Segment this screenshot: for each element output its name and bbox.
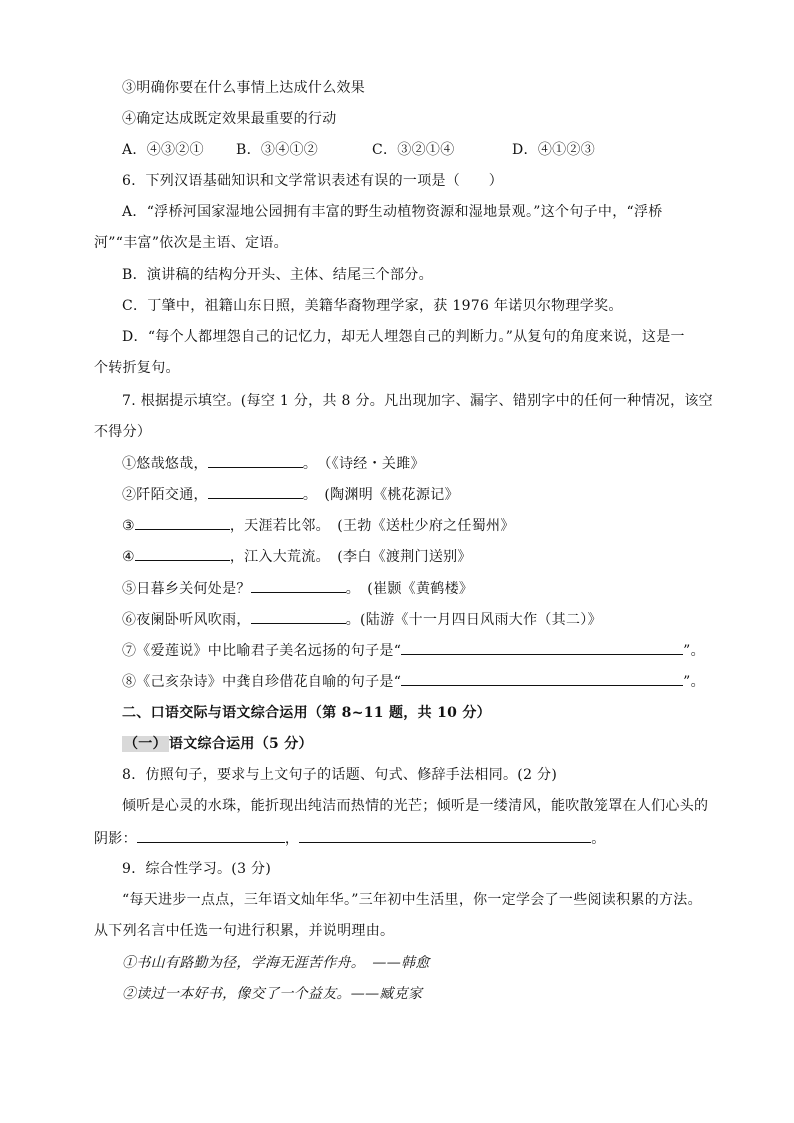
subsection-1-heading: （一） 语文综合运用（5 分） [124,736,313,752]
answer-blank[interactable] [251,578,346,593]
q6-option-d-line1: D．“每个人都埋怨自己的记忆力，却无人埋怨自己的判断力。”从复句的角度来说，这是一 [122,329,685,345]
fill-item-5: ⑤日暮乡关何处是？ 。 (崔颢《黄鹤楼》 [122,578,473,599]
subsection-tag: （一） [124,736,167,752]
answer-blank[interactable] [251,609,346,624]
q8-answer-line: 阴影： ， 。 [94,828,606,849]
answer-blank[interactable] [135,546,230,561]
q9-stem: 9．综合性学习。(3 分) [122,861,272,877]
q8-stem: 8．仿照句子，要求与上文句子的话题、句式、修辞手法相同。(2 分) [122,767,558,783]
fill-item-2: ②阡陌交通， 。 (陶渊明《桃花源记》 [122,484,459,505]
fill-item-8: ⑧《己亥杂诗》中龚自珍借花自喻的句子是“ ”。 [122,671,705,692]
q7-stem-line1: 7. 根据提示填空。(每空 1 分，共 8 分。凡出现加字、漏字、错别字中的任何一种情况，该空 [122,393,713,409]
q9-text-line1: “每天进步一点点，三年语文灿年华。”三年初中生活里，你一定学会了一些阅读积累的方法。 [122,892,702,908]
answer-blank[interactable] [401,671,683,686]
answer-blank[interactable] [135,515,230,530]
option-d: D．④①②③ [512,142,596,158]
fill-item-1: ①悠哉悠哉， 。 （《诗经・关雎》 [122,453,425,474]
quote-2: ②读过一本好书，像交了一个益友。——臧克家 [122,986,423,1002]
q6-option-c: C．丁肇中，祖籍山东日照，美籍华裔物理学家，获 1976 年诺贝尔物理学奖。 [122,298,623,314]
fill-item-7: ⑦《爱莲说》中比喻君子美名远扬的句子是“ ”。 [122,640,705,661]
q9-text-line2: 从下列名言中任选一句进行积累，并说明理由。 [94,923,395,939]
answer-blank[interactable] [137,828,285,843]
q6-option-b: B．演讲稿的结构分开头、主体、结尾三个部分。 [122,267,433,283]
line-q4-item4: ④确定达成既定效果最重要的行动 [122,111,337,127]
q5-options [122,140,595,160]
q8-example: 倾听是心灵的水珠，能折现出纯洁而热情的光芒；倾听是一缕清风，能吹散笼罩在人们心头的 [122,798,709,814]
line-q4-item3: ③明确你要在什么事情上达成什么效果 [122,80,366,96]
quote-1: ①书山有路勤为径，学海无涯苦作舟。 ——韩愈 [122,955,430,971]
option-a: A．④③②① [122,142,204,158]
fill-item-4: ④ ，江入大荒流。 (李白《渡荆门送别》 [122,546,472,567]
option-b: B．③④①② [236,142,319,158]
q6-option-a-line2: 河”“丰富”依次是主语、定语。 [94,235,288,251]
fill-item-3: ③ ，天涯若比邻。 (王勃《送杜少府之任蜀州》 [122,515,515,536]
q6-option-a-line1: A．“浮桥河国家湿地公园拥有丰富的野生动植物资源和湿地景观。”这个句子中，“浮桥 [122,204,663,220]
answer-blank[interactable] [208,484,303,499]
answer-blank[interactable] [299,828,591,843]
fill-item-6: ⑥夜阑卧听风吹雨， 。(陆游《十一月四日风雨大作（其二）》 [122,609,602,630]
q6-stem: 6．下列汉语基础知识和文学常识表述有误的一项是（ ） [122,173,504,189]
section-2-heading: 二、口语交际与语文综合运用（第 8~11 题，共 10 分） [122,705,491,721]
answer-blank[interactable] [208,453,303,468]
q6-option-d-line2: 个转折复句。 [94,360,180,376]
answer-blank[interactable] [401,640,683,655]
option-c: C．③②①④ [372,142,455,158]
q7-stem-line2: 不得分） [94,424,152,440]
